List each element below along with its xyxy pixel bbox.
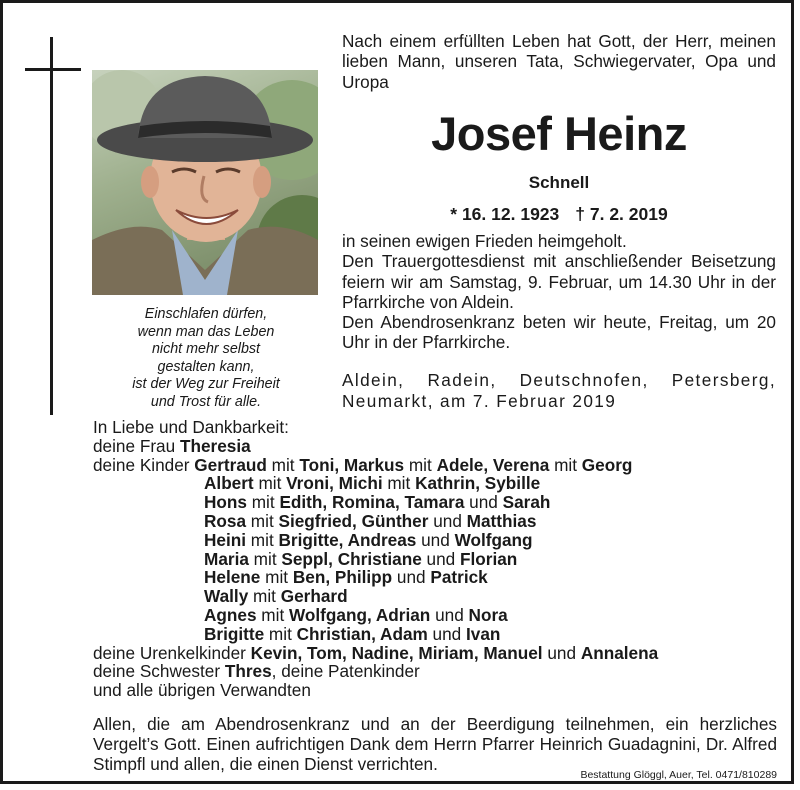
mourner-name: Wolfgang: [454, 529, 533, 550]
mourner-name: Wolfgang, Adrian: [289, 604, 431, 625]
birth-date: * 16. 12. 1923: [450, 204, 560, 224]
mourner-name: Agnes: [204, 604, 257, 625]
thanks-text: Allen, die am Abendrosenkranz und an der Beerdigung teilnehmen, ein herzliches Vergelt’s Gott. Einen aufrichtigen Dank dem Herrn Pfarrer Heinrich Guadagnini, Dr. Alfred Stimpfl und allen, die einen Dienst verrichten.: [93, 714, 777, 774]
mourner-connector: mit: [253, 473, 287, 494]
great-grandchildren-row: [93, 644, 783, 663]
quote-line: wenn man das Leben: [137, 323, 275, 340]
memorial-quote: [95, 306, 317, 411]
mourner-connector: mit: [248, 548, 282, 569]
cross-icon-horizontal: [25, 68, 81, 71]
child-family-row: [93, 625, 783, 644]
child-family-row: [93, 531, 783, 550]
mourner-name: Seppl, Christiane: [281, 548, 422, 569]
quote-line: Einschlafen dürfen,: [144, 306, 268, 322]
child-family-row: [93, 474, 783, 493]
wife-prefix: deine Frau: [93, 435, 180, 456]
announcement-line: in seinen ewigen Frieden heimgeholt.: [342, 231, 627, 251]
announcement-text: [342, 231, 776, 353]
child-family-row: [93, 550, 783, 569]
portrait-illustration: [92, 70, 318, 295]
mourner-name: Helene: [204, 567, 261, 588]
child-family-row: [93, 568, 783, 587]
mourner-name: Christian, Adam: [296, 623, 428, 644]
mourner-connector: mit: [246, 492, 280, 513]
quote-line: ist der Weg zur Freiheit: [132, 376, 280, 392]
quote-line: nicht mehr selbst: [151, 341, 261, 357]
portrait-photo: [92, 70, 318, 295]
quote-line: gestalten kann,: [157, 358, 255, 375]
deceased-name: Josef Heinz: [431, 107, 687, 160]
mourner-connector: mit: [266, 454, 300, 475]
mourner-connector: und: [542, 642, 581, 663]
death-date: † 7. 2. 2019: [575, 204, 668, 224]
wife-row: [93, 437, 783, 456]
mourner-name: Kathrin, Sybille: [415, 473, 541, 494]
mourner-name: Albert: [204, 473, 254, 494]
mourner-connector: und: [428, 510, 467, 531]
cross-icon-vertical: [50, 37, 53, 415]
mourner-name: Sarah: [502, 492, 551, 513]
mourner-connector: deine Schwester: [93, 661, 225, 682]
mourner-name: Kevin, Tom, Nadine, Miriam, Manuel: [250, 642, 543, 663]
mourner-connector: und: [430, 604, 469, 625]
mourner-name: Vroni, Michi: [286, 473, 383, 494]
child-family-row: [93, 456, 783, 475]
mourner-name: Wally: [204, 586, 249, 607]
mourner-name: Nora: [468, 604, 508, 625]
sister-row: [93, 662, 783, 681]
mourner-connector: und: [464, 492, 503, 513]
mourner-connector: und: [427, 623, 467, 644]
mourner-name: Gertraud: [194, 454, 267, 475]
mourner-name: Georg: [581, 454, 633, 475]
child-family-row: [93, 606, 783, 625]
mourner-connector: und: [416, 529, 455, 550]
wife-name: Theresia: [179, 435, 251, 456]
mourner-connector: , deine Patenkinder: [271, 661, 420, 682]
child-family-row: [93, 587, 783, 606]
mourner-connector: mit: [382, 473, 416, 494]
mourner-name: Ben, Philipp: [292, 567, 393, 588]
other-relatives-row: und alle übrigen Verwandten: [93, 680, 311, 701]
place-and-date: Aldein, Radein, Deutschnofen, Petersberg, Neumarkt, am 7. Februar 2019: [342, 370, 776, 411]
mourner-connector: mit: [264, 623, 297, 644]
mourner-name: Annalena: [580, 642, 659, 663]
mourner-connector: mit: [256, 604, 289, 625]
mourner-name: Matthias: [466, 510, 537, 531]
mourner-connector: und: [421, 548, 461, 569]
mourners-heading: In Liebe und Dankbarkeit:: [93, 417, 289, 437]
mourner-connector: deine Urenkelkinder: [93, 642, 251, 663]
mourner-name: Edith, Romina, Tamara: [279, 492, 465, 513]
rosary-info: Den Abendrosenkranz beten wir heute, Freitag, um 20 Uhr in der Pfarrkirche.: [342, 312, 776, 353]
mourner-connector: mit: [248, 586, 281, 607]
life-dates: [342, 202, 776, 226]
mourner-name: Thres: [224, 661, 272, 682]
children-rows: [93, 456, 783, 644]
deceased-nickname: Schnell: [528, 173, 590, 192]
funeral-home-footer: Bestattung Glöggl, Auer, Tel. 0471/810289: [580, 769, 777, 781]
funeral-service-info: Den Trauergottesdienst mit anschließender Beisetzung feiern wir am Samstag, 9. Februar, um 14.30 Uhr in der Pfarrkirche von Aldein.: [342, 251, 776, 312]
mourner-name: Ivan: [466, 623, 501, 644]
mourner-name: Toni, Markus: [299, 454, 405, 475]
intro-text: Nach einem erfüllten Leben hat Gott, der Herr, meinen lieben Mann, unseren Tata, Schwiegervater, Opa und Uropa: [342, 31, 776, 92]
mourner-name: Hons: [204, 492, 247, 513]
mourner-connector: mit: [260, 567, 293, 588]
mourner-name: Brigitte: [204, 623, 265, 644]
quote-line: und Trost für alle.: [150, 393, 262, 410]
mourner-connector: und: [392, 567, 431, 588]
mourner-connector: mit: [246, 510, 279, 531]
mourner-name: Patrick: [430, 567, 488, 588]
mourner-connector: mit: [404, 454, 437, 475]
mourner-name: Florian: [460, 548, 518, 569]
mourner-name: Gerhard: [280, 586, 348, 607]
mourners-list: [93, 418, 783, 700]
mourner-name: Heini: [204, 529, 247, 550]
child-family-row: [93, 493, 783, 512]
mourner-name: Adele, Verena: [436, 454, 550, 475]
mourner-connector: mit: [549, 454, 582, 475]
child-family-row: [93, 512, 783, 531]
mourner-name: Brigitte, Andreas: [278, 529, 417, 550]
children-prefix: deine Kinder: [93, 454, 195, 475]
mourner-name: Siegfried, Günther: [278, 510, 429, 531]
mourner-name: Rosa: [204, 510, 247, 531]
mourner-connector: mit: [246, 529, 279, 550]
mourner-name: Maria: [204, 548, 249, 569]
